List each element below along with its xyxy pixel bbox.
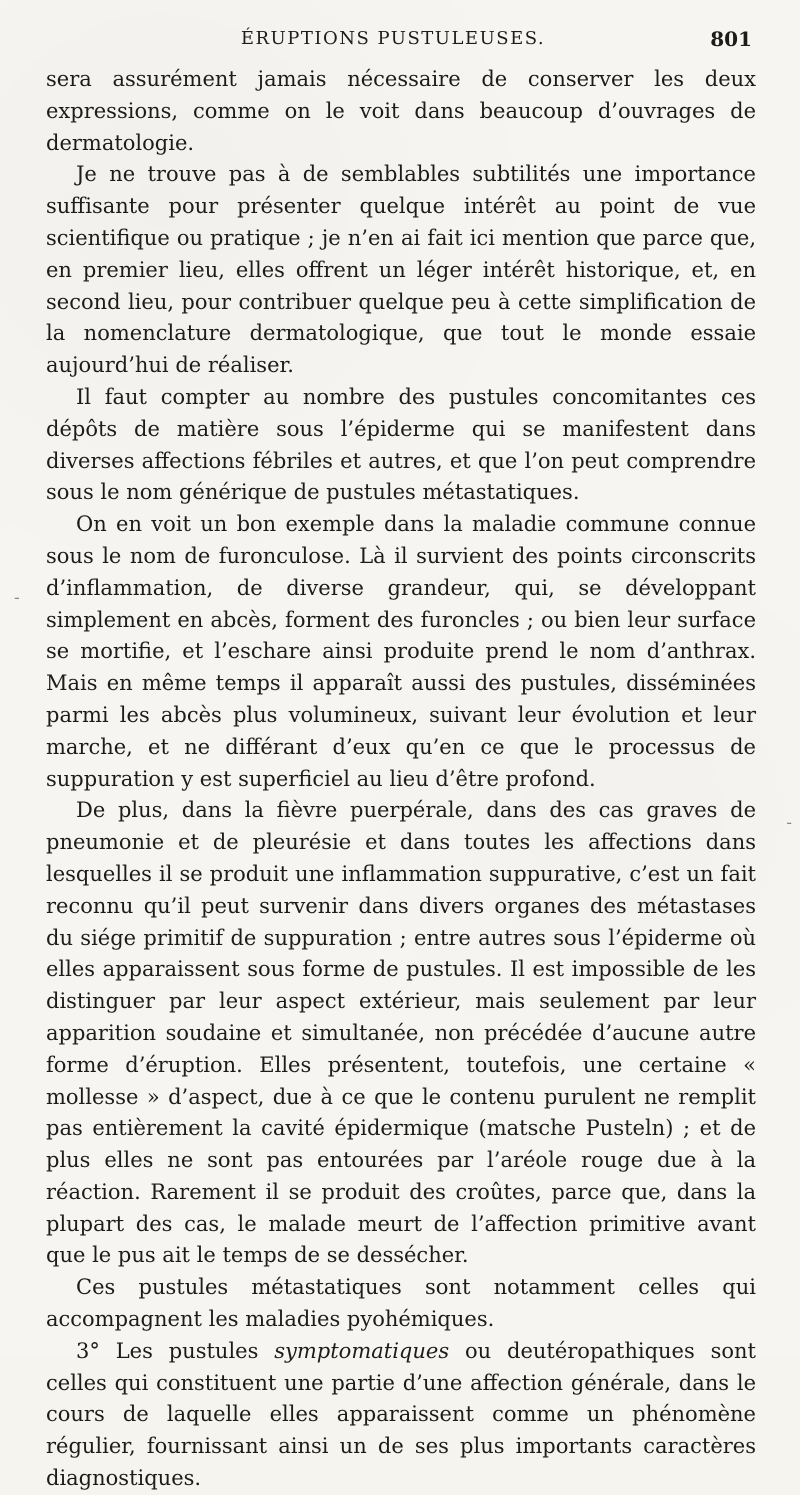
paragraph-7-suffix: ou deutéropathiques sont celles qui constituent une partie d’une affection générale, dans le cours de laquelle elles apparaissent comme un phénomène régulier, fournissant ainsi un de ses plus importants caractères diagnostiques. [46,1338,757,1491]
paragraph-4: On en voit un bon exemple dans la maladie commune connue sous le nom de furonculose. Là il survient des points circonscrits d’inflammation, de diverse grandeur, qui, se développant simplement en abcès, forment des furoncles ; ou bien leur surface se mortifie, et l’eschare ainsi produite prend le nom d’anthrax. Mais en même temps il apparaît aussi des pustules, disséminées parmi les abcès plus volumineux, suivant leur évolution et leur marche, et ne différant d’eux qu’en ce que le processus de suppuration y est superficiel au lieu d’être profond. [46,512,756,791]
paragraph-7-italic-term: symptomatiques [274,1338,450,1363]
paragraph-7 [46,1336,756,1495]
paragraph-3: Il faut compter au nombre des pustules concomitantes ces dépôts de matière sous l’épiderme qui se manifestent dans diverses affections fébriles et autres, et que l’on peut comprendre sous le nom générique de pustules métastatiques. [46,384,756,505]
running-title: ÉRUPTIONS PUSTULEUSES. [240,28,546,49]
body-text [46,64,756,1495]
page-number: 801 [710,27,752,51]
margin-mark-right: - [786,813,792,832]
paragraph-7-prefix: 3° Les pustules [76,1338,259,1363]
margin-mark-left: - [14,588,20,607]
paragraph-1: sera assurément jamais nécessaire de conserver les deux expressions, comme on le voit dans beaucoup d’ouvrages de dermatologie. [46,67,756,155]
page-header [34,24,752,54]
paragraph-6: Ces pustules métastatiques sont notamment celles qui accompagnent les maladies pyohémiques. [46,1275,756,1332]
paragraph-5: De plus, dans la fièvre puerpérale, dans des cas graves de pneumonie et de pleurésie et dans toutes les affections dans lesquelles il se produit une inflammation suppurative, c’est un fait reconnu qu’il peut survenir dans divers organes des métastases du siége primitif de suppuration ; entre autres sous l’épiderme où elles apparaissent sous forme de pustules. Il est impossible de les distinguer par leur aspect extérieur, mais seulement par leur apparition soudaine et simultanée, non précédée d’aucune autre forme d’éruption. Elles présentent, toutefois, une certaine « mollesse » d’aspect, due à ce que le contenu purulent ne remplit pas entièrement la cavité épidermique (matsche Pusteln) ; et de plus elles ne sont pas entourées par l’aréole rouge due à la réaction. Rarement il se produit des croûtes, parce que, dans la plupart des cas, le malade meurt de l’affection primitive avant que le pus ait le temps de se dessécher. [46,798,756,1268]
paragraph-2: Je ne trouve pas à de semblables subtilités une importance suffisante pour présenter quelque intérêt au point de vue scientifique ou pratique ; je n’en ai fait ici mention que parce que, en premier lieu, elles offrent un léger intérêt historique, et, en second lieu, pour contribuer quelque peu à cette simplification de la nomenclature dermatologique, que tout le monde essaie aujourd’hui de réaliser. [46,162,756,378]
